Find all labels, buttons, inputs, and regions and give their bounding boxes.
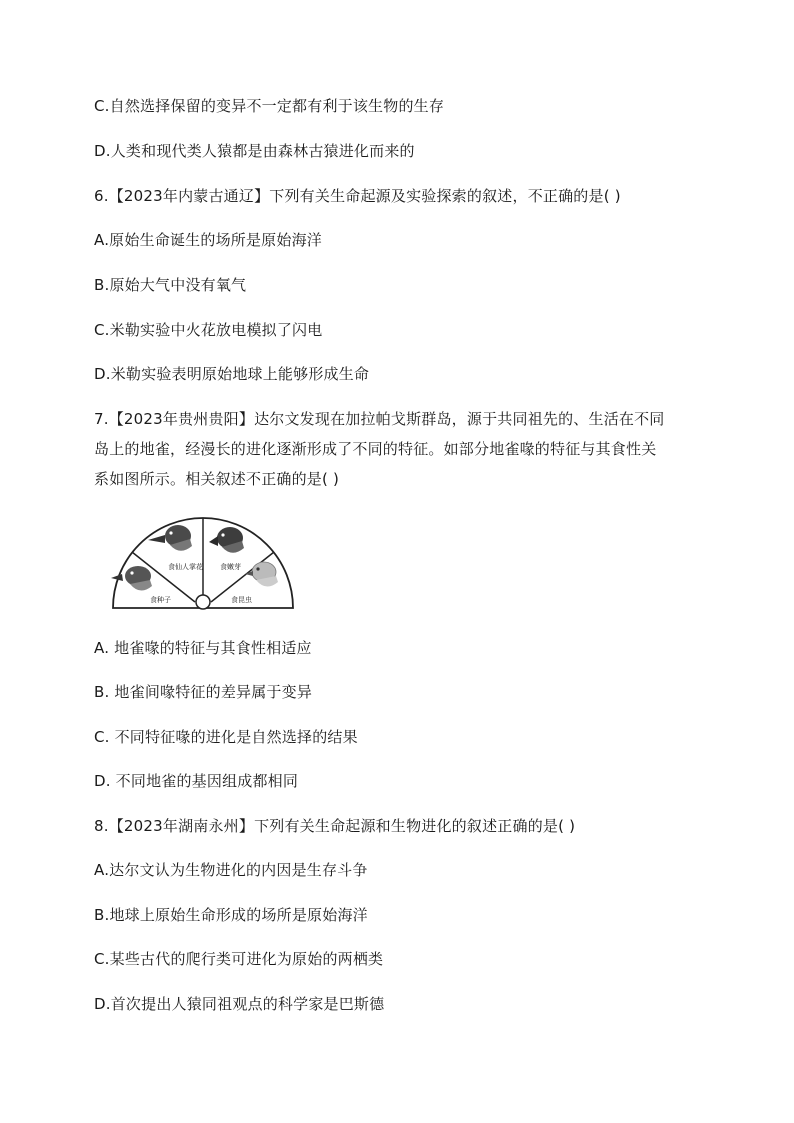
q7-option-d: D. 不同地雀的基因组成都相同	[94, 772, 299, 790]
q8-stem: 8.【2023年湖南永州】下列有关生命起源和生物进化的叙述正确的是( )	[94, 817, 576, 835]
q6-option-d: D.米勒实验表明原始地球上能够形成生命	[94, 365, 370, 383]
q8-option-d: D.首次提出人猿同祖观点的科学家是巴斯德	[94, 995, 385, 1013]
label-seed-eater: 食种子	[150, 596, 171, 604]
q7-stem-line-1: 7.【2023年贵州贵阳】达尔文发现在加拉帕戈斯群岛，源于共同祖先的、生活在不同	[94, 410, 665, 428]
q7-option-c: C. 不同特征喙的进化是自然选择的结果	[94, 728, 358, 746]
label-cactus-eater: 食仙人掌花	[168, 563, 203, 571]
label-insect-eater: 食昆虫	[231, 596, 252, 604]
q7-stem-line-3: 系如图所示。相关叙述不正确的是( )	[94, 470, 340, 488]
finch-beak-diet-figure	[108, 514, 298, 610]
q7-stem-line-2: 岛上的地雀，经漫长的进化逐渐形成了不同的特征。如部分地雀喙的特征与其食性关	[94, 440, 657, 458]
q6-option-a: A.原始生命诞生的场所是原始海洋	[94, 231, 322, 249]
q8-option-b: B.地球上原始生命形成的场所是原始海洋	[94, 906, 368, 924]
q6-stem: 6.【2023年内蒙古通辽】下列有关生命起源及实验探索的叙述，不正确的是( )	[94, 187, 621, 205]
q8-option-a: A.达尔文认为生物进化的内因是生存斗争	[94, 861, 368, 879]
q7-option-a: A. 地雀喙的特征与其食性相适应	[94, 639, 312, 657]
q5-option-c: C.自然选择保留的变异不一定都有利于该生物的生存	[94, 97, 445, 115]
label-bud-eater: 食嫩芽	[220, 563, 241, 571]
q6-option-b: B.原始大气中没有氧气	[94, 276, 247, 294]
q8-option-c: C.某些古代的爬行类可进化为原始的两栖类	[94, 950, 384, 968]
q7-option-b: B. 地雀间喙特征的差异属于变异	[94, 683, 313, 701]
center-circle	[196, 595, 210, 609]
q6-option-c: C.米勒实验中火花放电模拟了闪电	[94, 321, 323, 339]
q5-option-d: D.人类和现代类人猿都是由森林古猿进化而来的	[94, 142, 415, 160]
